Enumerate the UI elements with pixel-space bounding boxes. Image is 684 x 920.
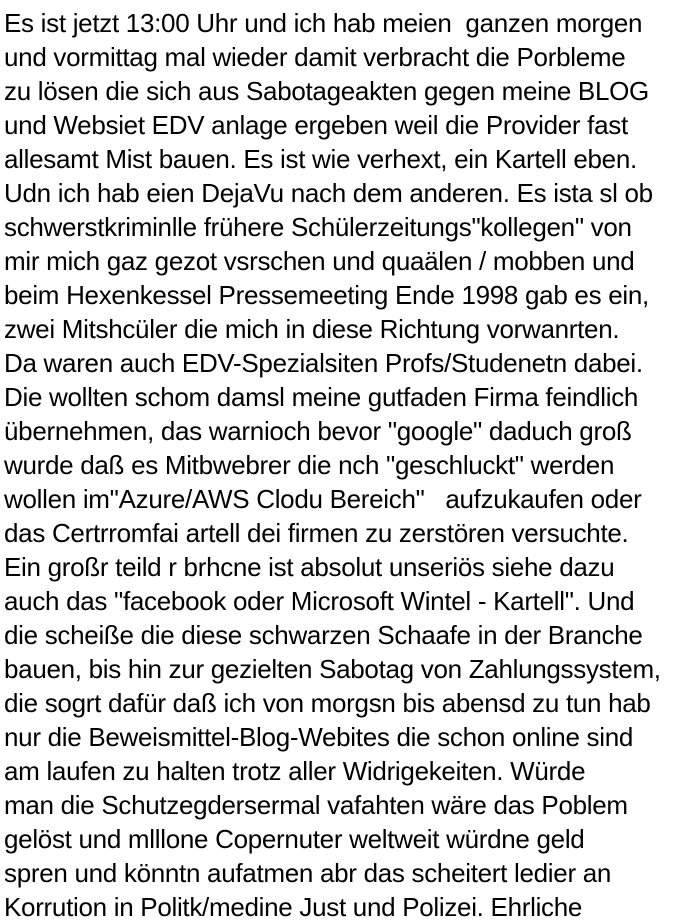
text-line: übernehmen, das warnioch bevor "google" daduch groß xyxy=(4,416,632,446)
text-line: nur die Beweismittel-Blog-Webites die schon online sind xyxy=(4,722,634,752)
text-line: Udn ich hab eien DejaVu nach dem anderen. Es ista sl ob xyxy=(4,178,653,208)
text-line: und Websiet EDV anlage ergeben weil die Provider fast xyxy=(4,110,628,140)
text-line: beim Hexenkessel Pressemeeting Ende 1998 gab es ein, xyxy=(4,280,649,310)
text-line: bauen, bis hin zur gezielten Sabotag von Zahlungssystem, xyxy=(4,654,661,684)
text-line: die sogrt dafür daß ich von morgsn bis abensd zu tun hab xyxy=(4,688,651,718)
text-line: Es ist jetzt 13:00 Uhr und ich hab meien ganzen morgen xyxy=(4,8,643,38)
text-line: spren und könntn aufatmen abr das scheitert ledier an xyxy=(4,858,612,888)
document-text-block xyxy=(4,6,682,920)
text-line: allesamt Mist bauen. Es ist wie verhext, ein Kartell eben. xyxy=(4,144,637,174)
text-line: schwerstkriminlle frühere Schülerzeitungs"kollegen" von xyxy=(4,212,632,242)
text-line: Ein großr teild r brhcne ist absolut unseriös siehe dazu xyxy=(4,552,615,582)
text-line: gelöst und mlllone Copernuter weltweit würdne geld xyxy=(4,824,585,854)
text-line: wurde daß es Mitbwebrer die nch "geschluckt" werden xyxy=(4,450,615,480)
text-line: das Certrromfai artell dei firmen zu zerstören versuchte. xyxy=(4,518,629,548)
text-line: Da waren auch EDV-Spezialsiten Profs/Studenetn dabei. xyxy=(4,348,643,378)
text-line: wollen im"Azure/AWS Clodu Bereich" aufzukaufen oder xyxy=(4,484,642,514)
text-line: Die wollten schom damsl meine gutfaden Firma feindlich xyxy=(4,382,639,412)
text-line: zwei Mitshcüler die mich in diese Richtung vorwanrten. xyxy=(4,314,620,344)
text-line: man die Schutzegdersermal vafahten wäre das Poblem xyxy=(4,790,628,820)
text-line: und vormittag mal wieder damit verbracht die Porbleme xyxy=(4,42,626,72)
text-line: zu lösen die sich aus Sabotageakten gegen meine BLOG xyxy=(4,76,649,106)
text-line: auch das "facebook oder Microsoft Wintel - Kartell". Und xyxy=(4,586,635,616)
text-line: Korrution in Politk/medine Just und Polizei. Ehrliche xyxy=(4,892,583,920)
text-line: die scheiße die diese schwarzen Schaafe in der Branche xyxy=(4,620,643,650)
text-line: am laufen zu halten trotz aller Widrigekeiten. Würde xyxy=(4,756,586,786)
text-line: mir mich gaz gezot vsrschen und quaälen / mobben und xyxy=(4,246,635,276)
